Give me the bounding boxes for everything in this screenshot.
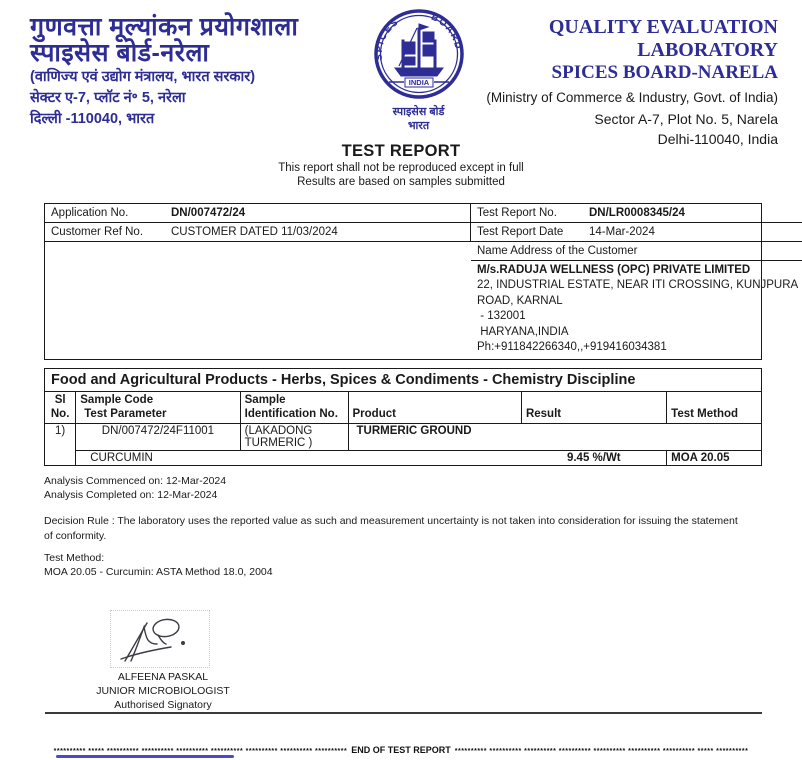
ministry-english: (Ministry of Commerce & Industry, Govt. of India) <box>486 89 778 105</box>
customer-address-line2: ROAD, KARNAL <box>477 294 563 307</box>
column-header-row <box>45 392 762 424</box>
test-report-date-label: Test Report Date <box>477 226 564 238</box>
parameter-row <box>45 450 762 465</box>
signature-icon <box>111 611 209 667</box>
footer-asterisks-left: ********** ***** ********** ********** ********** ********** ********** ********** ********** <box>53 748 348 755</box>
test-report-no-label: Test Report No. <box>477 207 557 219</box>
next-page-fragment <box>56 755 234 758</box>
address-hindi-line1: सेक्टर ए-7, प्लॉट नं॰ 5, नरेला <box>30 89 186 106</box>
analysis-completed: Analysis Completed on: 12-Mar-2024 <box>44 488 218 501</box>
parameter-name: CURCUMIN <box>76 450 522 465</box>
customer-ref-label: Customer Ref No. <box>51 226 144 238</box>
customer-address-cell <box>471 261 802 359</box>
application-no-cell <box>45 204 471 223</box>
test-report-no-cell <box>471 204 802 223</box>
report-disclaimer-line2: Results are based on samples submitted <box>297 176 505 189</box>
col-header-result: Result <box>521 392 666 424</box>
lab-subtitle-english: SPICES BOARD-NARELA <box>551 62 778 83</box>
logo-caption-line1: स्पाइसेस बोर्ड <box>392 106 445 118</box>
test-method-block <box>44 552 273 580</box>
customer-name: M/s.RADUJA WELLNESS (OPC) PRIVATE LIMITED <box>477 264 751 276</box>
ship-icon <box>395 24 443 76</box>
signature-area <box>110 610 210 668</box>
lab-name-hindi-block <box>30 14 360 129</box>
test-report-date-cell <box>471 223 802 242</box>
col-header-sl: Sl No. <box>45 392 76 424</box>
lab-name-english-block <box>450 16 778 147</box>
report-info-table <box>44 203 799 360</box>
customer-address-line3: - 132001 <box>477 310 526 323</box>
end-of-report-text: END OF TEST REPORT <box>351 745 451 755</box>
customer-ref-value: CUSTOMER DATED 11/03/2024 <box>171 226 338 238</box>
report-disclaimer-line1: This report shall not be reproduced except in full <box>278 162 524 174</box>
parameter-result: 9.45 %/Wt <box>521 450 666 465</box>
col-header-sample-code: Sample Code Test Parameter <box>76 392 240 424</box>
decision-rule: Decision Rule : The laboratory uses the reported value as such and measurement uncertainty is not taken into consideration for issuing the statement of conformity. <box>44 515 738 542</box>
col-header-sample-id: Sample Identification No. <box>240 392 348 424</box>
parameter-test-method: MOA 20.05 <box>667 450 762 465</box>
lab-name-hindi-line2: स्पाइसेस बोर्ड-नरेला <box>30 39 210 67</box>
col-header-test-method: Test Method <box>667 392 762 424</box>
address-english-line2: Delhi-110040, India <box>657 130 778 147</box>
signatory-designation: JUNIOR MICROBIOLOGIST <box>96 684 230 697</box>
signatory-block <box>48 671 278 713</box>
address-english-line1: Sector A-7, Plot No. 5, Narela <box>594 110 778 127</box>
lab-name-hindi-line1: गुणवत्ता मूल्यांकन प्रयोगशाला <box>30 13 299 41</box>
svg-text:SPICES: SPICES <box>373 16 401 62</box>
footer-asterisks-right: ********** ********** ********** ********** ********** ********** ********** ***** ********** <box>454 748 749 755</box>
customer-ref-cell <box>45 223 471 242</box>
lab-title-english: QUALITY EVALUATION LABORATORY <box>548 16 778 61</box>
test-method-label: Test Method: <box>44 552 105 564</box>
application-no-label: Application No. <box>51 207 129 219</box>
name-address-label-cell <box>471 242 802 261</box>
analysis-dates-block <box>44 475 226 503</box>
test-report-no-value: DN/LR0008345/24 <box>589 207 685 219</box>
svg-text:INDIA: INDIA <box>408 78 429 87</box>
sample-code-value: DN/007472/24F11001 <box>76 423 240 450</box>
product-value: TURMERIC GROUND <box>348 423 761 450</box>
discipline-title: Food and Agricultural Products - Herbs, Spices & Condiments - Chemistry Discipline <box>45 369 762 392</box>
signatory-name: ALFEENA PASKAL <box>117 671 209 683</box>
address-hindi-line2: दिल्ली -110040, भारत <box>30 110 155 127</box>
svg-text:BOARD: BOARD <box>428 11 464 52</box>
report-title-block <box>0 142 802 190</box>
discipline-row <box>45 369 762 392</box>
sample-row <box>45 423 762 450</box>
logo-caption-line2: भारत <box>407 119 430 132</box>
sample-identification-value: (LAKADONG TURMERIC ) <box>240 423 348 450</box>
application-no-value: DN/007472/24 <box>171 207 246 219</box>
info-table-empty-cell <box>45 242 471 359</box>
page-divider-line <box>45 712 762 714</box>
name-address-label: Name Address of the Customer <box>477 245 638 257</box>
signatory-role: Authorised Signatory <box>114 698 212 711</box>
test-report-date-value: 14-Mar-2024 <box>589 226 655 238</box>
customer-address-line1: 22, INDUSTRIAL ESTATE, NEAR ITI CROSSING, KUNJPURA <box>477 279 799 292</box>
analysis-commenced: Analysis Commenced on: 12-Mar-2024 <box>44 475 227 487</box>
results-table <box>44 368 762 466</box>
customer-address-line4: HARYANA,INDIA <box>477 325 569 338</box>
report-title: TEST REPORT <box>341 142 461 160</box>
ministry-hindi: (वाणिज्य एवं उद्योग मंत्रालय, भारत सरकार) <box>30 69 256 85</box>
sample-sl-no: 1) <box>45 423 76 465</box>
test-method-value: MOA 20.05 - Curcumin: ASTA Method 18.0, 2004 <box>44 565 273 578</box>
col-header-product: Product <box>348 392 521 424</box>
customer-phone: Ph:+911842266340,,+919416034381 <box>477 341 667 354</box>
